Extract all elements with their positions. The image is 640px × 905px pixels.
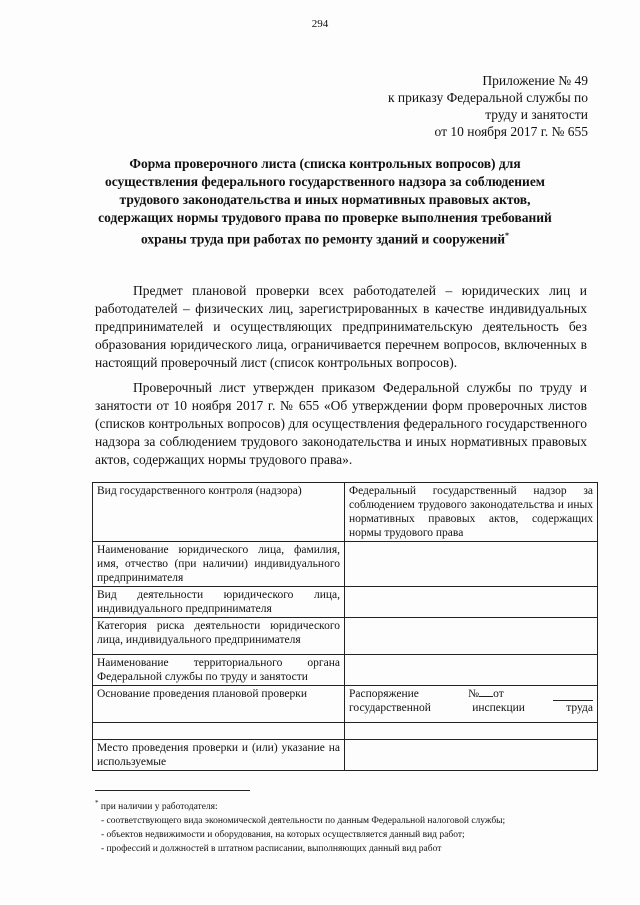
footnote-item: - объектов недвижимости и оборудования, на которых осуществляется данный вид работ; bbox=[101, 830, 465, 841]
table-cell-label: Наименование территориального органа Федеральной службы по труду и занятости bbox=[93, 655, 345, 686]
table-cell-label: Место проведения проверки и (или) указание на используемые bbox=[93, 740, 345, 771]
table-cell-input[interactable] bbox=[345, 542, 598, 587]
table-row bbox=[93, 542, 598, 587]
order-word-state: государственной bbox=[349, 702, 431, 714]
order-line-1 bbox=[349, 687, 593, 701]
table-row bbox=[93, 723, 598, 740]
table-cell-label: Категория риска деятельности юридического лица, индивидуального предпринимателя bbox=[93, 618, 345, 655]
table-cell-input[interactable] bbox=[345, 723, 598, 740]
paragraph-approval: Проверочный лист утвержден приказом Федеральной службы по труду и занятости от 10 ноября 2017 г. № 655 «Об утверждении форм проверочных листов (списков контрольных вопросов) для осуществления федерального государственного надзора за соблюдением трудового законодательства и иных нормативных правовых актов, содержащих нормы трудового права». bbox=[95, 380, 587, 467]
order-line-2 bbox=[349, 701, 593, 715]
appendix-line-1: Приложение № 49 bbox=[482, 73, 588, 88]
date-blank bbox=[553, 687, 593, 701]
form-title bbox=[90, 155, 560, 249]
order-word-inspection: инспекции bbox=[472, 702, 525, 714]
table-row bbox=[93, 686, 598, 723]
table-cell-label: Основание проведения плановой проверки bbox=[93, 686, 345, 723]
table-cell-label: Наименование юридического лица, фамилия, имя, отчество (при наличии) индивидуального предпринимателя bbox=[93, 542, 345, 587]
footnotes bbox=[95, 796, 595, 856]
date-word: от bbox=[493, 688, 504, 700]
table-row bbox=[93, 618, 598, 655]
appendix-line-2: к приказу Федеральной службы по bbox=[387, 90, 588, 105]
appendix-line-4: от 10 ноября 2017 г. № 655 bbox=[434, 124, 588, 139]
table-row bbox=[93, 740, 598, 771]
paragraph-subject: Предмет плановой проверки всех работодателей – юридических лиц и работодателей – физических лиц, зарегистрированных в качестве индивидуальных предпринимателей и осуществляющих предпринимательскую деятельность без образования юридического лица, ограничивается перечнем вопросов, включенных в настоящий проверочный лист (список контрольных вопросов). bbox=[95, 283, 587, 370]
table-row bbox=[93, 587, 598, 618]
table-cell-label: Вид деятельности юридического лица, индивидуального предпринимателя bbox=[93, 587, 345, 618]
footnote-mark: * bbox=[95, 799, 99, 807]
appendix-reference bbox=[328, 72, 588, 140]
footnote-intro-text: при наличии у работодателя: bbox=[100, 802, 218, 813]
table-row bbox=[93, 483, 598, 542]
number-blank bbox=[479, 696, 493, 697]
title-footnote-mark: * bbox=[505, 231, 510, 240]
form-title-text: Форма проверочного листа (списка контрольных вопросов) для осуществления федерального государственного надзора за соблюдением трудового законодательства и иных нормативных правовых актов, содержащих нормы трудового права по проверке выполнения требований охраны труда при работах по ремонту зданий и сооружений bbox=[98, 156, 552, 247]
order-word: Распоряжение bbox=[349, 688, 419, 700]
appendix-line-3: труду и занятости bbox=[485, 107, 588, 122]
footnote-intro bbox=[95, 796, 595, 814]
page-number: 294 bbox=[311, 18, 329, 30]
number-sign: № bbox=[468, 688, 480, 700]
table-row bbox=[93, 655, 598, 686]
table-cell-input[interactable] bbox=[345, 740, 598, 771]
table-cell-value: Федеральный государственный надзор за соблюдением трудового законодательства и иных нормативных правовых актов, содержащих нормы трудового права bbox=[345, 483, 598, 542]
order-word-labor: труда bbox=[566, 702, 593, 714]
table-cell-label bbox=[93, 723, 345, 740]
table-cell-input[interactable] bbox=[345, 618, 598, 655]
footnote-item: - соответствующего вида экономической деятельности по данным Федеральной налоговой службы; bbox=[101, 816, 506, 827]
table-cell-order-basis[interactable] bbox=[345, 686, 598, 723]
order-number-field bbox=[468, 687, 504, 701]
checklist-table bbox=[92, 482, 598, 771]
footnote-divider bbox=[95, 790, 250, 791]
footnote-item: - профессий и должностей в штатном расписании, выполняющих данный вид работ bbox=[101, 844, 442, 855]
table-cell-label: Вид государственного контроля (надзора) bbox=[93, 483, 345, 542]
table-cell-input[interactable] bbox=[345, 655, 598, 686]
table-cell-input[interactable] bbox=[345, 587, 598, 618]
